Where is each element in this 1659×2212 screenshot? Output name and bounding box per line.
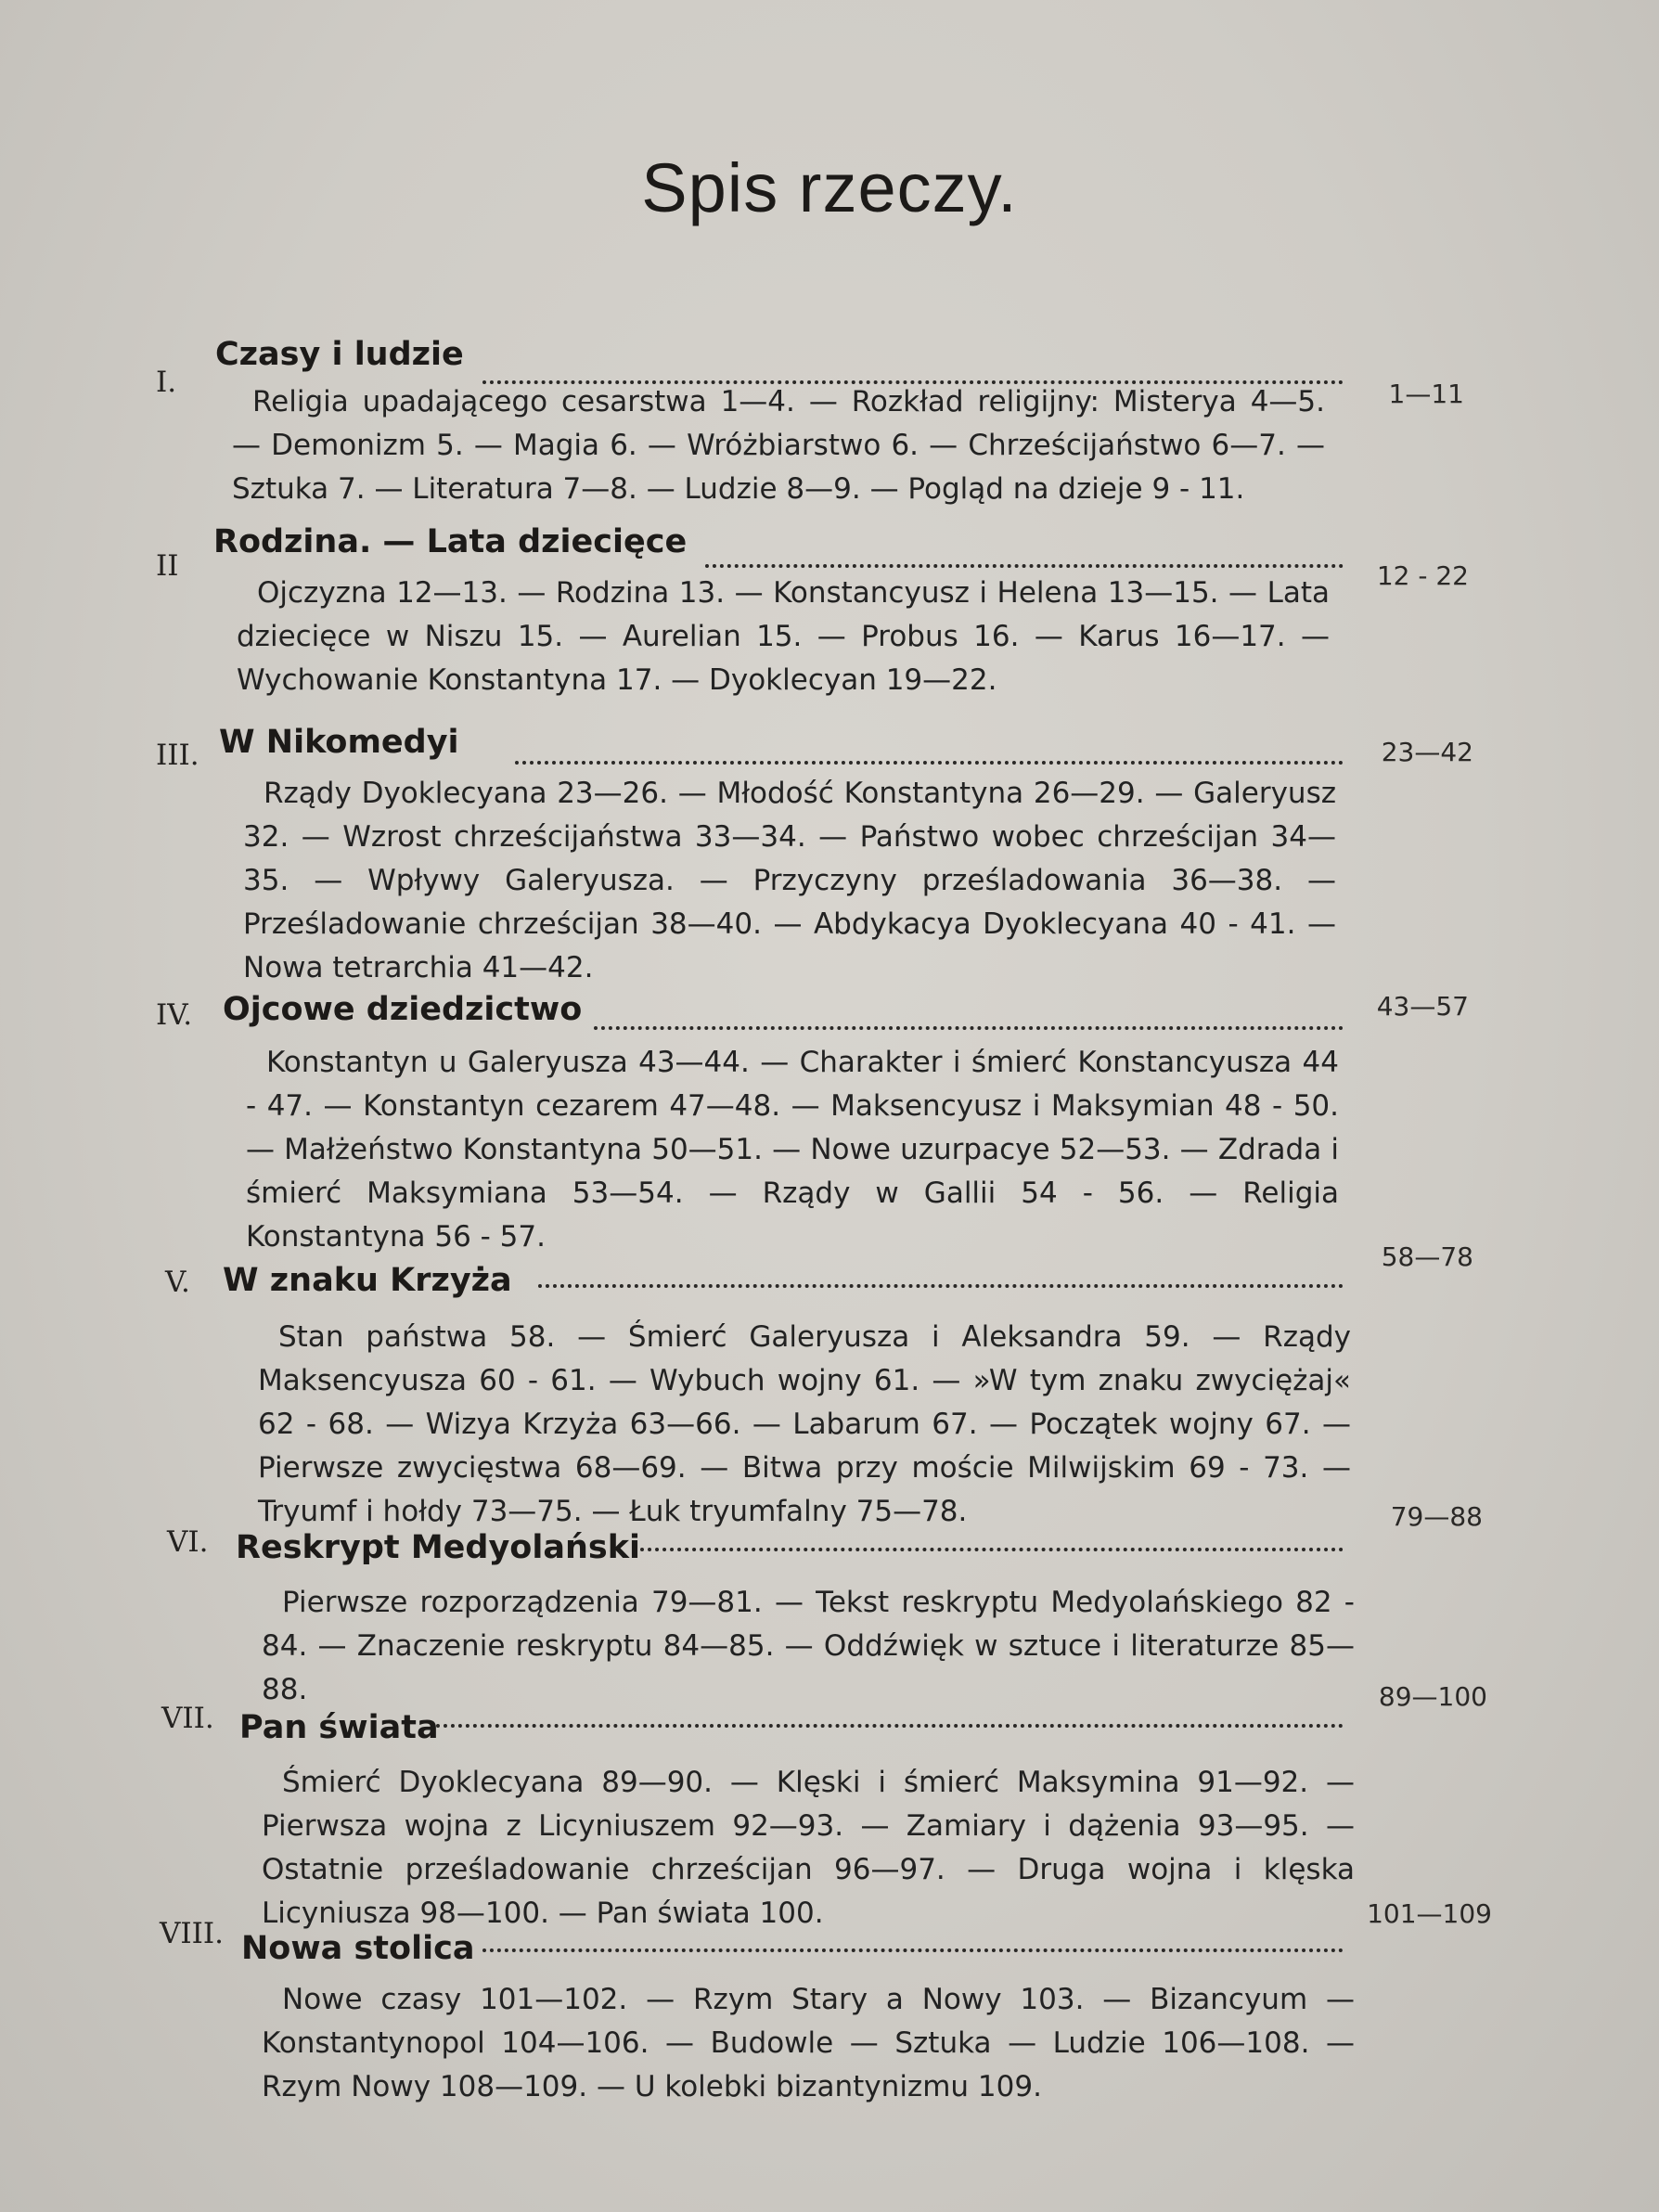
chapter-numeral: V.: [165, 1266, 190, 1299]
toc-entry-3: [0, 716, 1659, 990]
chapter-numeral: VI.: [167, 1525, 209, 1559]
chapter-heading: Reskrypt Medyolański: [236, 1529, 640, 1566]
chapter-pages: 89—100: [1378, 1681, 1487, 1712]
chapter-pages: 58—78: [1381, 1241, 1473, 1272]
chapter-pages: 23—42: [1381, 737, 1473, 767]
toc-entry-heading-row: [0, 716, 1659, 772]
chapter-numeral: I.: [156, 366, 177, 399]
chapter-heading: Czasy i ludzie: [215, 336, 464, 373]
chapter-heading: W znaku Krzyża: [223, 1262, 512, 1299]
toc-entry-heading-row: [0, 1241, 1659, 1299]
chapter-summary: Ojczyzna 12—13. — Rodzina 13. — Konstancyusz i Helena 13—15. — Lata dziecięce w Niszu 15. — Aurelian 15. — Probus 16. — Karus 16—17. — Wychowanie Konstantyna 17. — Dyoklecyan 19—22.: [237, 576, 1330, 697]
chapter-numeral: IV.: [156, 998, 193, 1032]
chapter-pages: 1—11: [1388, 379, 1464, 409]
dot-leader: [538, 1253, 1344, 1288]
toc-entry-heading-row: [0, 1898, 1659, 1967]
chapter-numeral: II: [156, 549, 179, 583]
chapter-summary: Stan państwa 58. — Śmierć Galeryusza i Aleksandra 59. — Rządy Maksencyusza 60 - 61. — Wybuch wojny 61. — »W tym znaku zwyciężaj« 62 - 68. — Wizya Krzyża 63—66. — Labarum 67. — Początek wojny 67. — Pierwsze zwycięstwa 68—69. — Bitwa przy moście Milwijskim 69 - 73. — Tryumf i hołdy 73—75. — Łuk tryumfalny 75—78.: [258, 1320, 1351, 1528]
dot-leader: [436, 1692, 1344, 1728]
dot-leader: [594, 995, 1344, 1030]
toc-entry-heading-row: [0, 1681, 1659, 1746]
toc-entry-heading-row: [0, 1501, 1659, 1566]
toc-entry-heading-row: [0, 332, 1659, 409]
chapter-heading: Ojcowe dziedzictwo: [223, 991, 583, 1028]
dot-leader: [640, 1516, 1344, 1551]
chapter-pages: 12 - 22: [1376, 560, 1469, 591]
chapter-heading: Rodzina. — Lata dziecięce: [213, 523, 688, 560]
chapter-heading: W Nikomedyi: [219, 724, 459, 761]
dot-leader: [482, 1917, 1344, 1952]
toc-entry-2: [0, 521, 1659, 702]
toc-entry-5: [0, 1243, 1659, 1534]
chapter-numeral: VII.: [161, 1702, 214, 1735]
dot-leader: [515, 729, 1344, 765]
toc-entry-8: [0, 1898, 1659, 2109]
chapter-numeral: VIII.: [160, 1917, 224, 1950]
toc-entry-heading-row: [0, 521, 1659, 591]
toc-entry-1: [0, 332, 1659, 511]
chapter-summary: Konstantyn u Galeryusza 43—44. — Charakter i śmierć Konstancyusza 44 - 47. — Konstantyn cezarem 47—48. — Maksencyusz i Maksymian 48 - 50. — Małżeństwo Konstantyna 50—51. — Nowe uzurpacye 52—53. — Zdrada i śmierć Maksymiana 53—54. — Rządy w Gallii 54 - 56. — Religia Konstantyna 56 - 57.: [246, 1046, 1339, 1254]
chapter-numeral: III.: [156, 739, 199, 772]
chapter-summary: Nowe czasy 101—102. — Rzym Stary a Nowy 103. — Bizancyum — Konstantynopol 104—106. — Budowle — Sztuka — Ludzie 106—108. — Rzym Nowy 108—109. — U kolebki bizantynizmu 109.: [262, 1983, 1355, 2103]
chapter-heading: Pan świata: [239, 1709, 439, 1746]
dot-leader: [705, 533, 1344, 568]
chapter-pages: 79—88: [1390, 1501, 1483, 1532]
chapter-pages: 101—109: [1367, 1898, 1492, 1929]
chapter-heading: Nowa stolica: [241, 1930, 475, 1967]
toc-entry-heading-row: [0, 987, 1659, 1034]
dot-leader: [482, 349, 1344, 384]
chapter-summary: Religia upadającego cesarstwa 1—4. — Rozkład religijny: Misterya 4—5. — Demonizm 5. — Magia 6. — Wróżbiarstwo 6. — Chrześcijaństwo 6—7. — Sztuka 7. — Literatura 7—8. — Ludzie 8—9. — Pogląd na dzieje 9 - 11.: [232, 385, 1325, 506]
chapter-pages: 43—57: [1376, 991, 1469, 1022]
toc-entry-4: [0, 987, 1659, 1259]
chapter-summary: Rządy Dyoklecyana 23—26. — Młodość Konstantyna 26—29. — Galeryusz 32. — Wzrost chrześcijaństwa 33—34. — Państwo wobec chrześcijan 34—35. — Wpływy Galeryusza. — Przyczyny prześladowania 36—38. — Prześladowanie chrześcijan 38—40. — Abdykacya Dyoklecyana 40 - 41. — Nowa tetrarchia 41—42.: [243, 777, 1336, 984]
chapter-summary: Śmierć Dyoklecyana 89—90. — Klęski i śmierć Maksymina 91—92. — Pierwsza wojna z Licyniuszem 92—93. — Zamiary i dążenia 93—95. — Ostatnie prześladowanie chrześcijan 96—97. — Druga wojna i klęska Licyniusza 98—100. — Pan świata 100.: [262, 1766, 1355, 1930]
chapter-summary: Pierwsze rozporządzenia 79—81. — Tekst reskryptu Medyolańskiego 82 - 84. — Znaczenie reskryptu 84—85. — Oddźwięk w sztuce i literaturze 85—88.: [262, 1586, 1355, 1706]
page-title: Spis rzeczy.: [641, 149, 1018, 226]
